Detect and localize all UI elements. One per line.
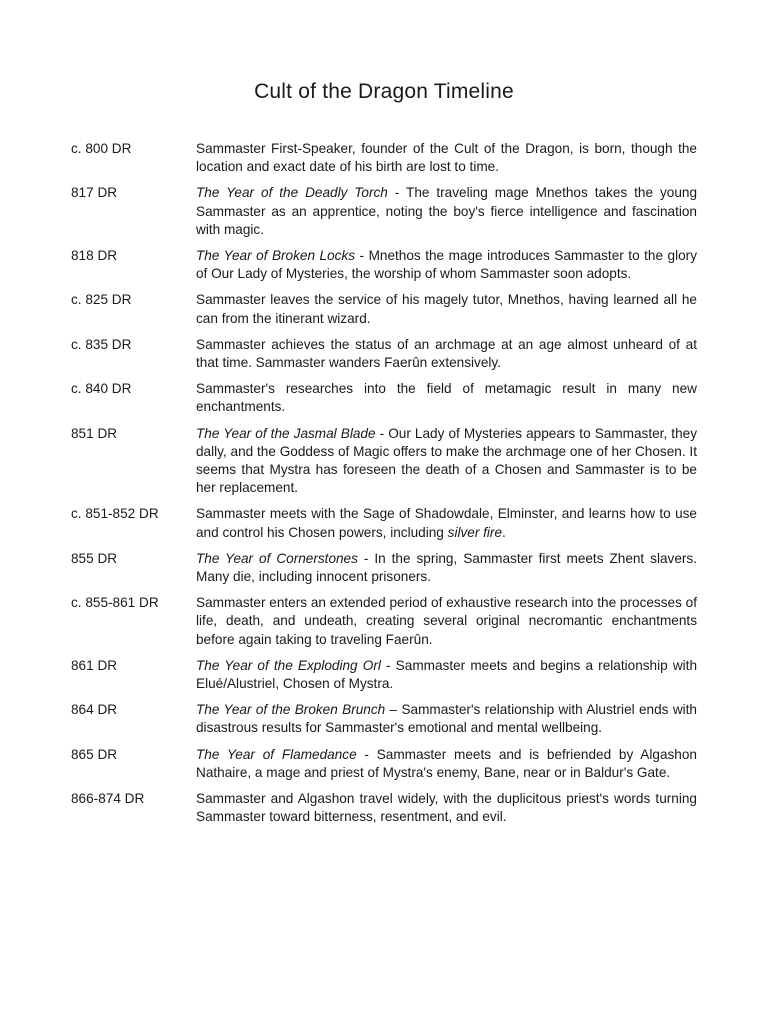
entry-description	[196, 550, 697, 586]
entry-date: 864 DR	[71, 702, 118, 718]
entry-description	[196, 425, 697, 498]
entry-text: .	[502, 524, 506, 540]
timeline-entry	[71, 380, 697, 416]
timeline-entry	[71, 746, 697, 782]
entry-description	[196, 746, 697, 782]
entry-description	[196, 790, 697, 826]
year-name: The Year of the Exploding Orl	[196, 657, 381, 673]
year-name: The Year of the Deadly Torch	[196, 185, 388, 201]
entry-text: - Mnethos the mage introduces Sammaster to the glory of Our Lady of Mysteries, the worship of whom Sammaster soon adopts.	[196, 248, 697, 282]
entry-date: 865 DR	[71, 746, 118, 762]
year-name: The Year of the Broken Brunch	[196, 702, 386, 718]
entry-date: c. 851-852 DR	[71, 506, 159, 522]
entry-text: - In the spring, Sammaster first meets Zhent slavers. Many die, including innocent prisoners.	[196, 550, 697, 585]
year-name: The Year of Flamedance	[196, 746, 357, 762]
entry-text: Sammaster's researches into the field of metamagic result in many new enchantments.	[196, 381, 697, 415]
entry-text: - Our Lady of Mysteries appears to Sammaster, they dally, and the Goddess of Magic offers to make the archmage one of her Chosen. It seems that Mystra has foreseen the death of a Chosen and Sammaster is to be her replacement.	[196, 425, 697, 496]
entry-text: - The traveling mage Mnethos takes the young Sammaster as an apprentice, noting the boy's fierce intelligence and fascination with magic.	[196, 185, 698, 237]
entry-date: c. 855-861 DR	[71, 595, 159, 611]
timeline-entry	[71, 594, 697, 649]
entry-text: - Sammaster meets and is befriended by Algashon Nathaire, a mage and priest of Mystra's enemy, Bane, near or in Baldur's Gate.	[196, 746, 697, 780]
timeline-list	[71, 140, 697, 835]
entry-description	[196, 291, 697, 327]
timeline-entry	[71, 247, 697, 283]
entry-date: c. 825 DR	[71, 292, 132, 308]
year-name: silver fire	[447, 524, 503, 540]
entry-description	[196, 701, 697, 737]
entry-date: 851 DR	[71, 425, 118, 441]
entry-text: Sammaster and Algashon travel widely, with the duplicitous priest's words turning Sammaster toward bitterness, resentment, and evil.	[196, 791, 697, 825]
timeline-entry	[71, 336, 697, 372]
entry-text: Sammaster enters an extended period of exhaustive research into the processes of life, death, and undeath, creating several original necromantic enchantments before again taking to traveling Faerûn.	[196, 595, 697, 647]
entry-date: 818 DR	[71, 248, 118, 264]
entry-description	[196, 505, 697, 541]
entry-description	[196, 336, 697, 372]
entry-text: – Sammaster's relationship with Alustriel ends with disastrous results for Sammaster's emotional and mental wellbeing.	[196, 702, 697, 736]
entry-description	[196, 184, 697, 239]
entry-date: 866-874 DR	[71, 791, 145, 807]
timeline-entry	[71, 291, 697, 327]
entry-text: Sammaster meets with the Sage of Shadowdale, Elminster, and learns how to use and control his Chosen powers, including	[196, 506, 697, 540]
timeline-entry	[71, 184, 697, 239]
year-name: The Year of Cornerstones	[196, 550, 358, 566]
entry-date: c. 840 DR	[71, 381, 132, 397]
timeline-entry	[71, 140, 697, 176]
entry-date: 855 DR	[71, 550, 118, 566]
entry-text: Sammaster leaves the service of his magely tutor, Mnethos, having learned all he can from the itinerant wizard.	[196, 292, 697, 326]
entry-description	[196, 657, 697, 693]
entry-description	[196, 140, 697, 176]
timeline-entry	[71, 790, 697, 826]
timeline-entry	[71, 701, 697, 737]
entry-description	[196, 380, 697, 416]
entry-text: Sammaster achieves the status of an archmage at an age almost unheard of at that time. Sammaster wanders Faerûn extensively.	[196, 336, 697, 371]
year-name: The Year of the Jasmal Blade	[196, 425, 376, 441]
timeline-entry	[71, 425, 697, 498]
entry-date: c. 835 DR	[71, 336, 132, 352]
entry-text: Sammaster First-Speaker, founder of the Cult of the Dragon, is born, though the location and exact date of his birth are lost to time.	[196, 141, 697, 175]
entry-description	[196, 247, 697, 283]
entry-date: 861 DR	[71, 657, 118, 673]
entry-description	[196, 594, 697, 649]
entry-date: 817 DR	[71, 185, 118, 201]
year-name: The Year of Broken Locks	[196, 248, 356, 264]
timeline-entry	[71, 550, 697, 586]
entry-date: c. 800 DR	[71, 141, 132, 156]
timeline-entry	[71, 505, 697, 541]
entry-text: - Sammaster meets and begins a relationship with Elué/Alustriel, Chosen of Mystra.	[196, 657, 698, 692]
document-title: Cult of the Dragon Timeline	[254, 80, 514, 103]
timeline-entry	[71, 657, 697, 693]
